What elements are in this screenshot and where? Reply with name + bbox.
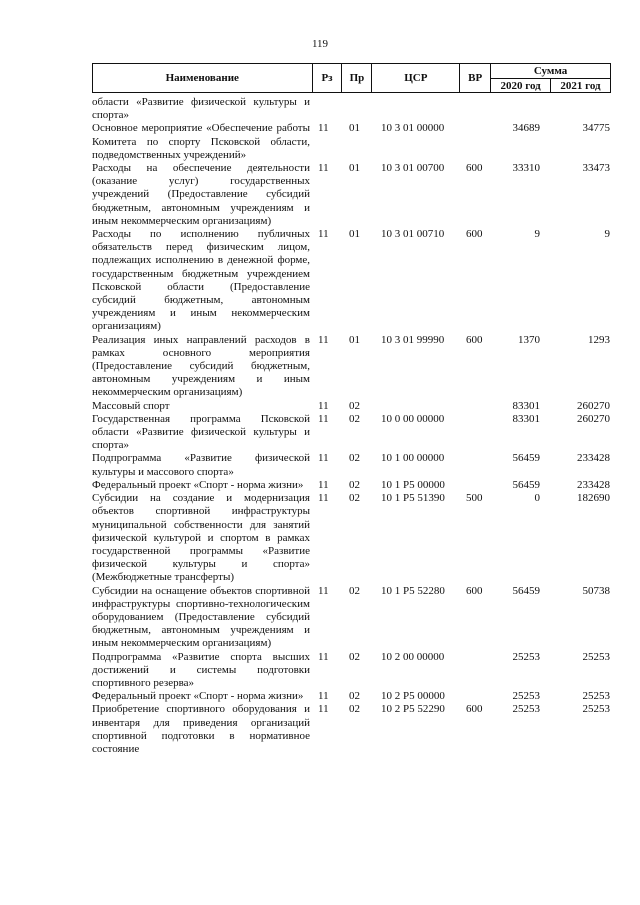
row-pr: 01 [349, 333, 360, 346]
row-name: Подпрограмма «Развитие физической культуры и массового спорта» [92, 452, 310, 478]
row-name: Реализация иных направлений расходов в рамках основного мероприятия (Предоставление субсидий бюджетным, автономным учреждениям и иным некоммерческим организациям) [92, 333, 310, 399]
row-rz: 11 [318, 228, 329, 241]
row-pr: 02 [349, 650, 360, 663]
row-csr: 10 2 P5 52290 [381, 703, 445, 716]
row-rz: 11 [318, 399, 329, 412]
table-header [92, 63, 611, 93]
row-sum-2020: 25253 [512, 703, 540, 716]
row-vr: 600 [466, 333, 483, 346]
page-number: 119 [311, 38, 329, 50]
row-sum-2021: 1293 [588, 333, 610, 346]
row-rz: 11 [318, 452, 329, 465]
row-pr: 01 [349, 162, 360, 175]
row-sum-2021: 233428 [577, 452, 610, 465]
header-name: Наименование [93, 64, 313, 93]
row-name: Субсидии на создание и модернизация объектов спортивной инфраструктуры муниципальной собственности для занятий физической культурой и спортом в рамках государственной программы «Развитие физической культуры и спорта» (Межбюджетные трансферты) [92, 492, 310, 584]
row-rz: 11 [318, 703, 329, 716]
row-rz: 11 [318, 333, 329, 346]
row-csr: 10 1 P5 52280 [381, 584, 445, 597]
row-csr: 10 1 P5 00000 [381, 478, 445, 491]
table-row [92, 452, 611, 478]
row-name: Приобретение спортивного оборудования и инвентаря для приведения организаций спортивной подготовки в нормативное состояние [92, 703, 310, 755]
row-name: Расходы по исполнению публичных обязательств перед физическим лицом, подлежащих исполнению в денежной форме, государственным бюджетным учреждением Псковской области (Предоставление субсидий бюджетным, автономным учреждениям и иным некоммерческим организациям) [92, 228, 310, 333]
row-csr: 10 2 P5 00000 [381, 690, 445, 703]
table-row [92, 400, 611, 413]
row-rz: 11 [318, 690, 329, 703]
row-pr: 02 [349, 584, 360, 597]
row-sum-2021: 233428 [577, 478, 610, 491]
row-pr: 02 [349, 399, 360, 412]
header-vr: ВР [460, 64, 491, 93]
row-rz: 11 [318, 492, 329, 505]
row-csr: 10 3 01 99990 [381, 333, 445, 346]
table-row [92, 585, 611, 651]
row-sum-2020: 25253 [512, 650, 540, 663]
table-row [92, 96, 611, 122]
row-sum-2020: 9 [534, 228, 540, 241]
row-sum-2020: 56459 [512, 584, 540, 597]
row-pr: 02 [349, 703, 360, 716]
row-vr: 500 [466, 492, 483, 505]
row-vr: 600 [466, 228, 483, 241]
row-pr: 02 [349, 478, 360, 491]
row-sum-2020: 1370 [518, 333, 540, 346]
row-name: Федеральный проект «Спорт - норма жизни» [92, 478, 304, 491]
row-sum-2021: 33473 [582, 162, 610, 175]
table-body [92, 96, 611, 756]
table-row [92, 413, 611, 453]
header-year-2020: 2020 год [491, 79, 551, 93]
row-rz: 11 [318, 478, 329, 491]
row-sum-2020: 56459 [512, 452, 540, 465]
row-rz: 11 [318, 650, 329, 663]
header-pr: Пр [342, 64, 372, 93]
table-row [92, 334, 611, 400]
row-rz: 11 [318, 584, 329, 597]
row-sum-2020: 83301 [512, 399, 540, 412]
row-sum-2021: 182690 [577, 492, 610, 505]
row-pr: 02 [349, 492, 360, 505]
row-pr: 01 [349, 228, 360, 241]
row-sum-2020: 34689 [512, 122, 540, 135]
row-name: Подпрограмма «Развитие спорта высших достижений и системы подготовки спортивного резерва» [92, 650, 310, 689]
row-sum-2021: 34775 [582, 122, 610, 135]
table-row [92, 690, 611, 703]
row-name: Государственная программа Псковской области «Развитие физической культуры и спорта» [92, 412, 310, 452]
table-row [92, 228, 611, 334]
header-year-2021: 2021 год [551, 79, 611, 93]
row-csr: 10 1 00 00000 [381, 452, 445, 465]
row-pr: 02 [349, 452, 360, 465]
header-rz: Рз [312, 64, 342, 93]
row-csr: 10 0 00 00000 [381, 412, 445, 425]
row-name: Массовый спорт [92, 399, 170, 412]
row-sum-2021: 260270 [577, 412, 610, 425]
row-rz: 11 [318, 162, 329, 175]
row-csr: 10 3 01 00000 [381, 122, 445, 135]
row-name: Расходы на обеспечение деятельности (оказание услуг) государственных учреждений (Предоставление субсидий бюджетным, автономным учреждениям и иным некоммерческим организациям) [92, 162, 310, 227]
header-sum: Сумма [491, 64, 611, 79]
row-vr: 600 [466, 162, 483, 175]
table-row [92, 479, 611, 492]
row-pr: 01 [349, 122, 360, 135]
row-sum-2021: 50738 [582, 584, 610, 597]
row-sum-2021: 25253 [582, 703, 610, 716]
row-rz: 11 [318, 412, 329, 425]
row-sum-2021: 260270 [577, 399, 610, 412]
table-row [92, 703, 611, 756]
row-rz: 11 [318, 122, 329, 135]
row-name: Субсидии на оснащение объектов спортивной инфраструктуры спортивно-технологическим оборудованием (Предоставление субсидий бюджетным, автономным учреждениям и иным некоммерческим организациям) [92, 584, 310, 650]
header-csr: ЦСР [372, 64, 460, 93]
table-row [92, 162, 611, 228]
row-sum-2020: 83301 [512, 412, 540, 425]
table-row [92, 651, 611, 691]
row-csr: 10 1 P5 51390 [381, 492, 445, 505]
row-csr: 10 2 00 00000 [381, 650, 445, 663]
row-sum-2020: 56459 [512, 478, 540, 491]
row-sum-2021: 25253 [582, 690, 610, 703]
row-vr: 600 [466, 703, 483, 716]
row-csr: 10 3 01 00700 [381, 162, 445, 175]
table-row [92, 122, 611, 162]
row-sum-2020: 33310 [512, 162, 540, 175]
row-pr: 02 [349, 690, 360, 703]
row-name: области «Развитие физической культуры и спорта» [92, 96, 310, 122]
row-sum-2021: 9 [604, 228, 610, 241]
row-sum-2021: 25253 [582, 650, 610, 663]
row-vr: 600 [466, 584, 483, 597]
row-csr: 10 3 01 00710 [381, 228, 445, 241]
row-sum-2020: 0 [534, 492, 540, 505]
row-pr: 02 [349, 412, 360, 425]
table-row [92, 492, 611, 584]
row-name: Основное мероприятие «Обеспечение работы Комитета по спорту Псковской области, подведомственных учреждений» [92, 122, 310, 161]
row-name: Федеральный проект «Спорт - норма жизни» [92, 690, 304, 703]
row-sum-2020: 25253 [512, 690, 540, 703]
